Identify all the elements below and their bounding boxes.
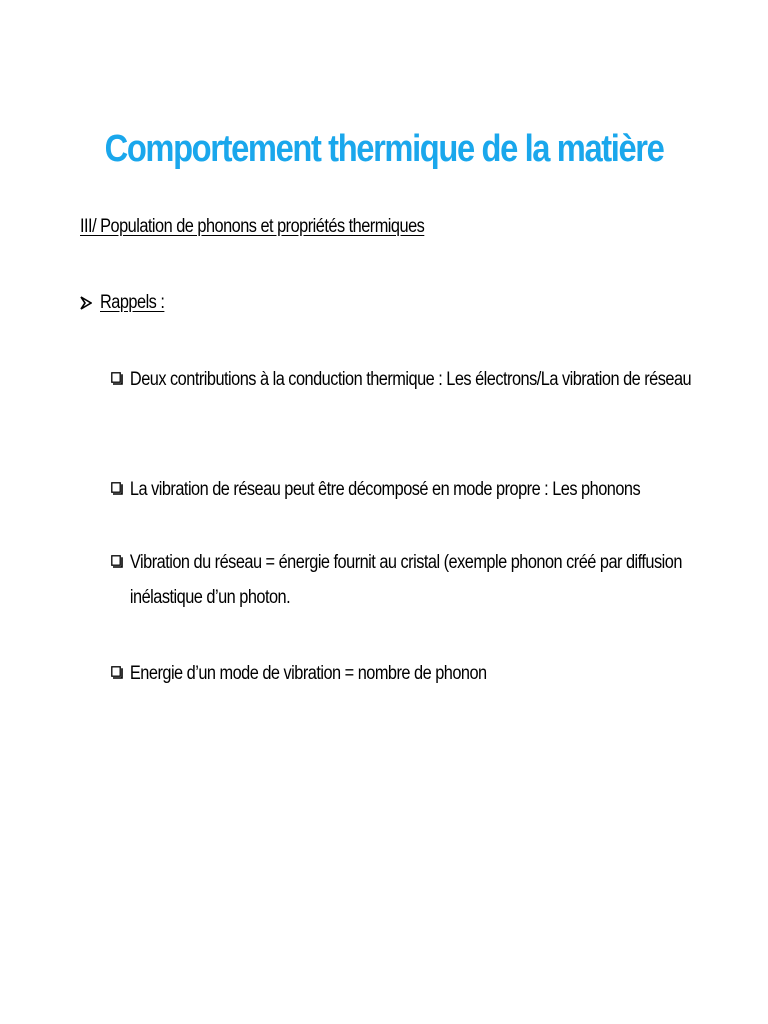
list-item-text: Deux contributions à la conduction thermique : Les électrons/La vibration de réseau xyxy=(129,369,692,390)
list-item xyxy=(111,472,691,507)
list-item xyxy=(111,362,691,397)
section-heading: III/ Population de phonons et propriétés thermiques xyxy=(80,216,425,237)
slide-title: Comportement thermique de la matière xyxy=(104,128,664,170)
subsection-rappels xyxy=(80,292,175,314)
arrow-bullet-icon xyxy=(80,296,92,310)
list-item xyxy=(111,656,691,691)
list-item-text: Vibration du réseau = énergie fournit au cristal (exemple phonon créé par diffusion inélastique d’un photon. xyxy=(129,552,682,608)
subsection-label: Rappels : xyxy=(100,292,165,313)
list-item-text: Energie d’un mode de vibration = nombre de phonon xyxy=(129,663,487,684)
list-item xyxy=(111,545,691,615)
list-item-text: La vibration de réseau peut être décomposé en mode propre : Les phonons xyxy=(129,479,641,500)
